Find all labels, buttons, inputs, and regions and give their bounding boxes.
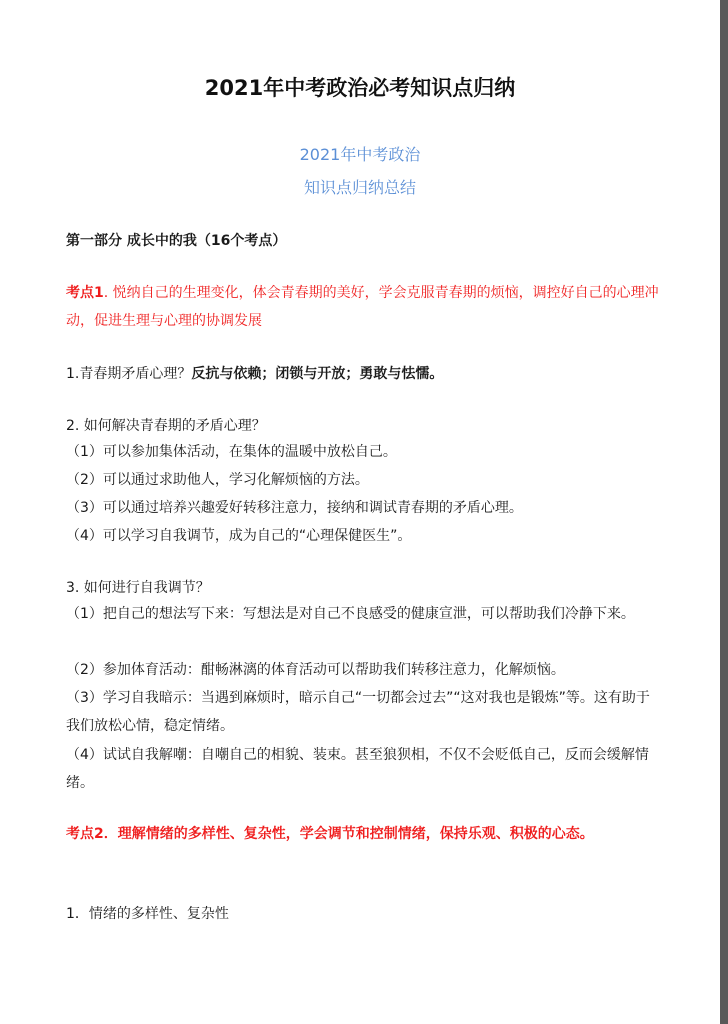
question-3-item: （3）学习自我暗示：当遇到麻烦时，暗示自己“一切都会过去”“这对我也是锻炼”等。这有助于我们放松心情，稳定情绪。 xyxy=(66,690,650,734)
question-2-item: （2）可以通过求助他人，学习化解烦恼的方法。 xyxy=(66,472,369,488)
kaodian-1-label: 考点1 xyxy=(66,285,104,301)
question-2-heading: 2. 如何解决青春期的矛盾心理？ xyxy=(66,418,266,434)
question-2-item: （4）可以学习自我调节，成为自己的“心理保健医生”。 xyxy=(66,528,412,544)
kaodian-1-text: . 悦纳自己的生理变化，体会青春期的美好，学会克服青春期的烦恼，调控好自己的心理冲动，促进生理与心理的协调发展 xyxy=(66,285,659,329)
question-1-prefix: 1.青春期矛盾心理？ xyxy=(66,366,192,382)
subtitle-line-1: 2021年中考政治 xyxy=(299,145,421,164)
kaodian-2: 考点2．理解情绪的多样性、复杂性，学会调节和控制情绪，保持乐观、积极的心态。 xyxy=(66,826,594,842)
question-3-heading: 3. 如何进行自我调节？ xyxy=(66,580,210,596)
section-heading: 1．情绪的多样性、复杂性 xyxy=(66,906,229,922)
question-2-item: （3）可以通过培养兴趣爱好转移注意力，接纳和调试青春期的矛盾心理。 xyxy=(66,500,523,516)
question-2-item: （1）可以参加集体活动，在集体的温暖中放松自己。 xyxy=(66,444,397,460)
question-3-item: （2）参加体育活动：酣畅淋漓的体育活动可以帮助我们转移注意力，化解烦恼。 xyxy=(66,662,565,678)
subtitle-line-2: 知识点归纳总结 xyxy=(303,178,416,197)
question-3-item: （1）把自己的想法写下来：写想法是对自己不良感受的健康宣泄，可以帮助我们冷静下来。 xyxy=(66,606,635,622)
kaodian-1 xyxy=(66,279,662,335)
question-1 xyxy=(66,364,662,384)
question-3-item: （4）试试自我解嘲：自嘲自己的相貌、装束。甚至狼狈相，不仅不会贬低自己，反而会缓解情绪。 xyxy=(66,747,649,791)
question-1-answer: 反抗与依赖；闭锁与开放；勇敢与怯懦。 xyxy=(191,366,444,382)
document-title: 2021年中考政治必考知识点归纳 xyxy=(204,76,516,100)
part-heading: 第一部分 成长中的我（16个考点） xyxy=(66,233,287,249)
